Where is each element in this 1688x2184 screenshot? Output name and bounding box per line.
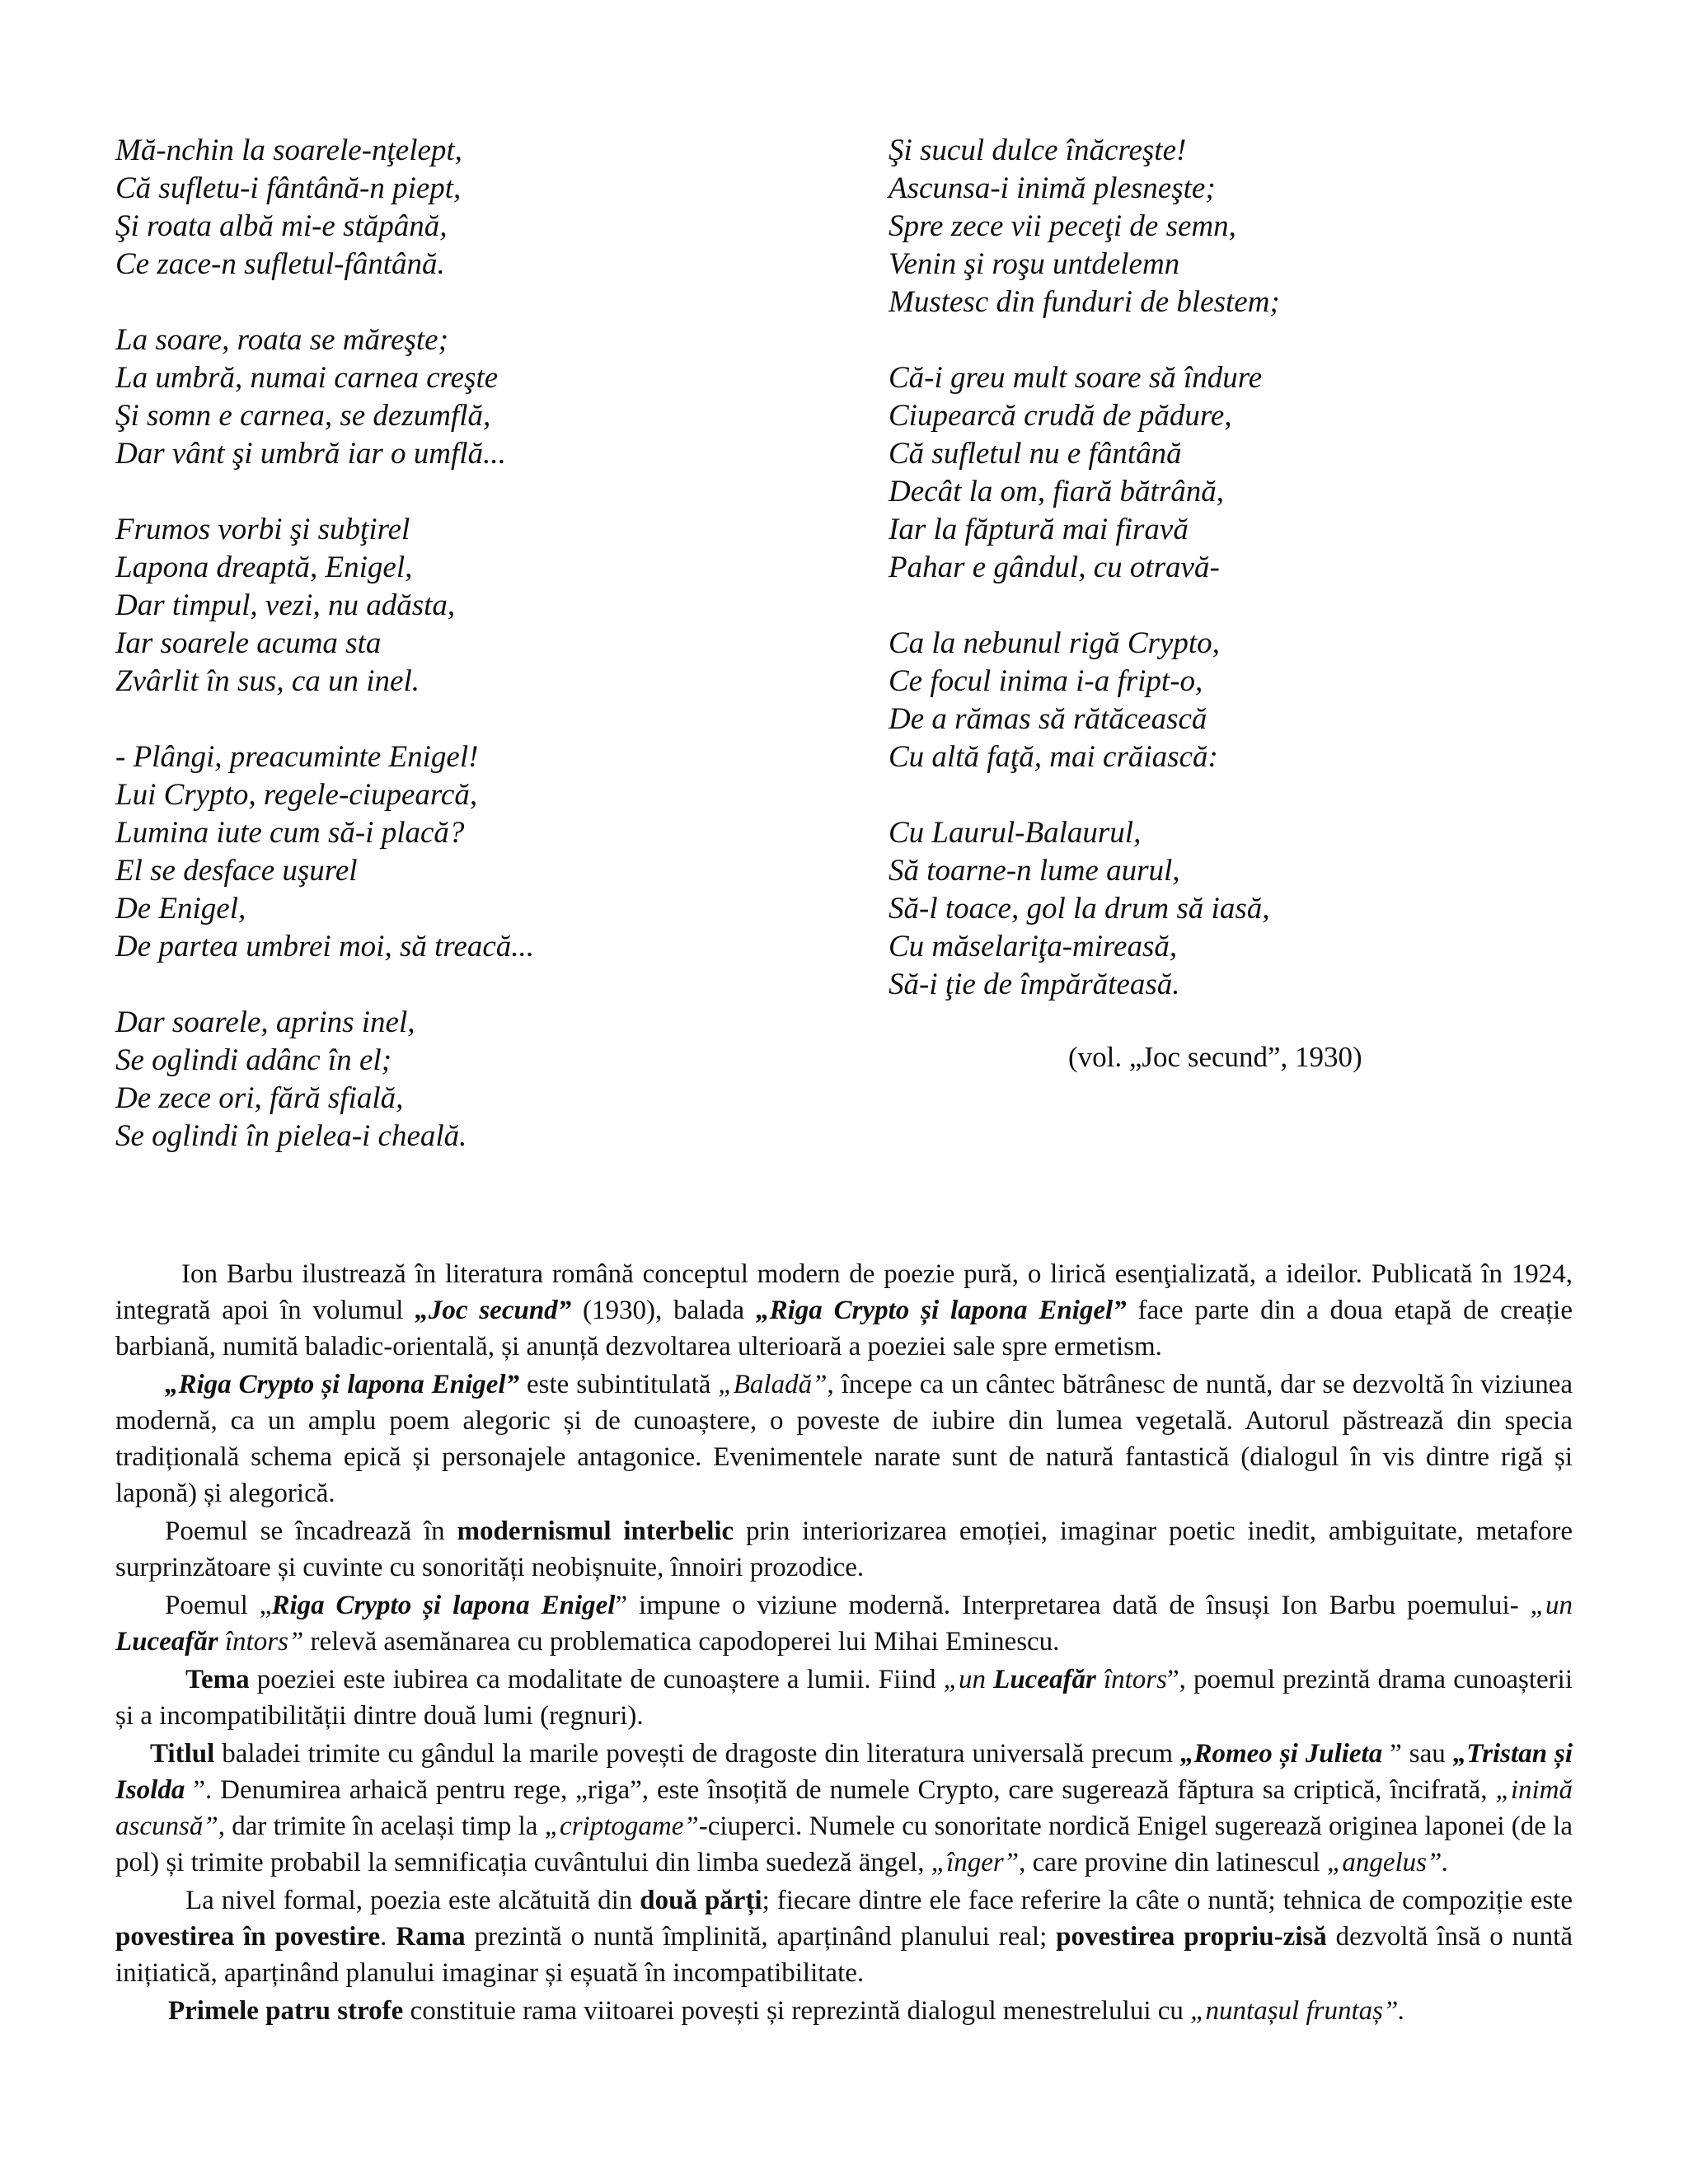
poem-line: Să-l toace, gol la drum să iasă, [889,892,1270,926]
essay-text-run: , începe ca un cântec bătrânesc de nuntă, dar se dezvoltă în viziunea modernă, ca un amplu poem alegoric și de cunoaștere, o poveste de iubire din lumea vegetală. Autorul păstrează din specia tradițională schema epică și personajele antagonice. Evenimentele narate sunt de natură fantastică (dialogul în vis dintre rigă și laponă) și alegorică. [115,1370,1573,1508]
essay-paragraph [115,1993,1573,2029]
essay-text-run: ” sau [1382,1739,1453,1769]
poem-line: Se oglindi în pielea-i cheală. [115,1119,467,1153]
poem-line: Că sufletul nu e fântână [889,437,1182,471]
poem-stanza [115,132,841,284]
essay-text-run: „Tristan și Isolda [115,1739,1573,1805]
essay-text-run: (1930), balada [571,1296,757,1325]
poem-line: Spre zece vii peceţi de semn, [889,209,1236,243]
poem-line: Dar soarele, aprins inel, [115,1005,415,1039]
essay-text-run: Rama [396,1922,466,1952]
essay-text-run: povestirea propriu-zisă [1056,1922,1327,1952]
essay-text-run: întors” [218,1627,304,1657]
poem-line: Să toarne-n lume aurul, [889,854,1180,888]
essay-text-run: -ciuperci. Numele cu sonoritate nordică Enigel sugerează originea laponei (de la pol) și trimite probabil la semnificația cuvântului din limba suedeză ängel, [115,1811,1573,1877]
essay-text-run: Poemul „ [165,1591,272,1620]
poem-line: Dar vânt şi umbră iar o umflă... [115,437,506,471]
poem-line: Cu altă faţă, mai crăiască: [889,740,1218,774]
poem-line: Mă-nchin la soarele-nţelept, [115,134,462,167]
essay-text-run: povestirea în povestire [115,1922,381,1952]
essay-text-run: Luceafăr [115,1627,218,1657]
poem-line: Lui Crypto, regele-ciupearcă, [115,778,478,812]
essay-text-run: Tema [185,1665,250,1694]
essay-text-run: Titlul [150,1739,215,1769]
poem-line: Iar soarele acuma sta [115,626,382,660]
poem-line: Şi roata albă mi-e stăpână, [115,209,448,243]
poem-stanza [889,814,1614,1004]
essay-paragraph [115,1587,1573,1660]
essay-text-run: „un [1530,1591,1573,1620]
poem-line: Venin şi roşu untdelemn [889,247,1180,281]
essay-text-run: „Romeo și Julieta [1179,1739,1383,1769]
poem-line: De zece ori, fără sfială, [115,1081,404,1115]
essay-text-run: este subintitulată [519,1370,719,1399]
essay-paragraph [115,1736,1573,1881]
poem-line: Cu Laurul-Balaurul, [889,816,1142,850]
essay-text-run: Ion Barbu ilustrează în literatura română conceptul modern de poezie pură, o lirică esenţializată, a ideilor. Publicată în 1924, integrată apoi în volumul [115,1259,1573,1325]
poem-line: Că-i greu mult soare să îndure [889,361,1263,395]
poem-line: Să-i ţie de împărăteasă. [889,968,1180,1001]
poem-line: Ce focul inima i-a fript-o, [889,664,1203,698]
poem-line: Lapona dreaptă, Enigel, [115,551,413,584]
poem-column-left [115,132,841,1193]
poem-line: Ce zace-n sufletul-fântână. [115,247,445,281]
poem-line: Se oglindi adânc în el; [115,1043,392,1077]
essay-text-run: „înger” [931,1848,1020,1877]
essay-body [115,1256,1573,2031]
poem-line: La umbră, numai carnea creşte [115,361,499,395]
poem-stanza [115,738,841,966]
essay-text-run: relevă asemănarea cu problematica capodoperei lui Mihai Eminescu. [303,1627,1060,1657]
poem-line: Mustesc din funduri de blestem; [889,285,1280,319]
poem-stanza [115,511,841,701]
poem-stanza [889,625,1614,776]
essay-text-run: dezvoltă însă o nuntă inițiatică, aparținând planului imaginar și eșuată în incompatibilitate. [115,1922,1573,1988]
essay-text-run: ”. Denumirea arhaică pentru rege, „riga”, este însoțită de numele Crypto, care sugerează făptura sa criptică, încifrată, [185,1775,1496,1805]
poem-line: De Enigel, [115,892,246,926]
essay-text-run: , dar trimite în același timp la [218,1811,545,1841]
poem-line: La soare, roata se măreşte; [115,323,448,357]
poem-line: Că sufletu-i fântână-n piept, [115,171,462,205]
essay-text-run: „criptogame” [544,1811,699,1841]
essay-text-run: Luceafăr [993,1665,1096,1694]
poem-line: Cu măselariţa-mireasă, [889,930,1178,963]
essay-text-run: ; fiecare dintre ele face referire la câte o nuntă; tehnica de compoziție este [762,1886,1573,1915]
essay-text-run: „Baladă” [718,1370,828,1399]
poem-line: Şi sucul dulce înăcreşte! [889,134,1187,167]
poem-line: Zvârlit în sus, ca un inel. [115,664,420,698]
essay-text-run: Poemul se încadrează în [165,1516,457,1546]
poem-line: Decât la om, fiară bătrână, [889,475,1224,509]
essay-text-run: face parte din a doua etapă de creație barbiană, numită baladic-orientală, și anunță dezvoltarea ulterioară a poeziei sale spre ermetism. [115,1296,1573,1361]
poem-line: Lumina iute cum să-i placă? [115,816,465,850]
essay-text-run: Primele patru strofe [168,1996,404,2026]
poem-stanza [889,359,1614,587]
poem-line: Ca la nebunul rigă Crypto, [889,626,1220,660]
poem-line: De a rămas să rătăcească [889,702,1207,736]
poem-line: El se desface uşurel [115,854,358,888]
poem-line: Ascunsa-i inimă plesneşte; [889,171,1216,205]
essay-text-run: La nivel formal, poezia este alcătuită din [185,1886,640,1915]
poem-line: Şi somn e carnea, se dezumflă, [115,399,491,433]
essay-text-run: „un [943,1665,994,1694]
essay-paragraph [115,1256,1573,1365]
poem-line: Ciupearcă crudă de pădure, [889,399,1232,433]
poem-stanza [889,132,1614,321]
poem-line: Dar timpul, vezi, nu adăsta, [115,588,456,622]
essay-text-run: „Joc secund” [415,1296,572,1325]
essay-text-run: constituie rama viitoarei povești și reprezintă dialogul menestrelului cu [403,1996,1191,2026]
poem-stanza [115,1004,841,1155]
essay-text-run: întors [1095,1665,1167,1694]
poem-line: Pahar e gândul, cu otravă- [889,551,1220,584]
essay-text-run: , care provine din latinescul [1019,1848,1327,1877]
poem-line: Frumos vorbi şi subţirel [115,513,410,546]
essay-paragraph [115,1661,1573,1734]
essay-paragraph [115,1513,1573,1586]
essay-text-run: „nuntașul fruntaș”. [1190,1996,1405,2026]
essay-text-run: . [380,1922,396,1952]
essay-text-run: două părți [640,1886,762,1915]
essay-paragraph [115,1366,1573,1511]
poem-stanza [115,321,841,473]
essay-text-run: „Riga Crypto și lapona Enigel” [165,1370,520,1399]
essay-text-run: ”, poemul prezintă drama cunoașterii și a incompatibilității dintre două lumi (regnuri). [115,1665,1573,1731]
poem-source-note: (vol. „Joc secund”, 1930) [1068,1041,1362,1073]
poem-line: - Plângi, preacuminte Enigel! [115,740,479,774]
essay-text-run: ” impune o viziune modernă. Interpretarea dată de însuși Ion Barbu poemului- [615,1591,1531,1620]
essay-paragraph [115,1882,1573,1991]
essay-text-run: poeziei este iubirea ca modalitate de cunoaștere a lumii. Fiind [249,1665,944,1694]
essay-text-run: prin interiorizarea emoției, imaginar poetic inedit, ambiguitate, metafore surprinzătoare și cuvinte cu sonorități neobișnuite, înnoiri prozodice. [115,1516,1573,1582]
essay-text-run: „inimă ascunsă” [115,1775,1573,1841]
essay-text-run: „Riga Crypto și lapona Enigel” [756,1296,1127,1325]
essay-text-run: prezintă o nuntă împlinită, aparținând planului real; [465,1922,1057,1952]
poem-column-right [889,132,1614,1042]
essay-text-run: baladei trimite cu gândul la marile povești de dragoste din literatura universală precum [214,1739,1180,1769]
essay-text-run: Riga Crypto și lapona Enigel [271,1591,616,1620]
essay-text-run: modernismul interbelic [457,1516,734,1546]
essay-text-run: „angelus”. [1326,1848,1449,1877]
poem-line: De partea umbrei moi, să treacă... [115,930,534,963]
poem-line: Iar la făptură mai firavă [889,513,1189,546]
